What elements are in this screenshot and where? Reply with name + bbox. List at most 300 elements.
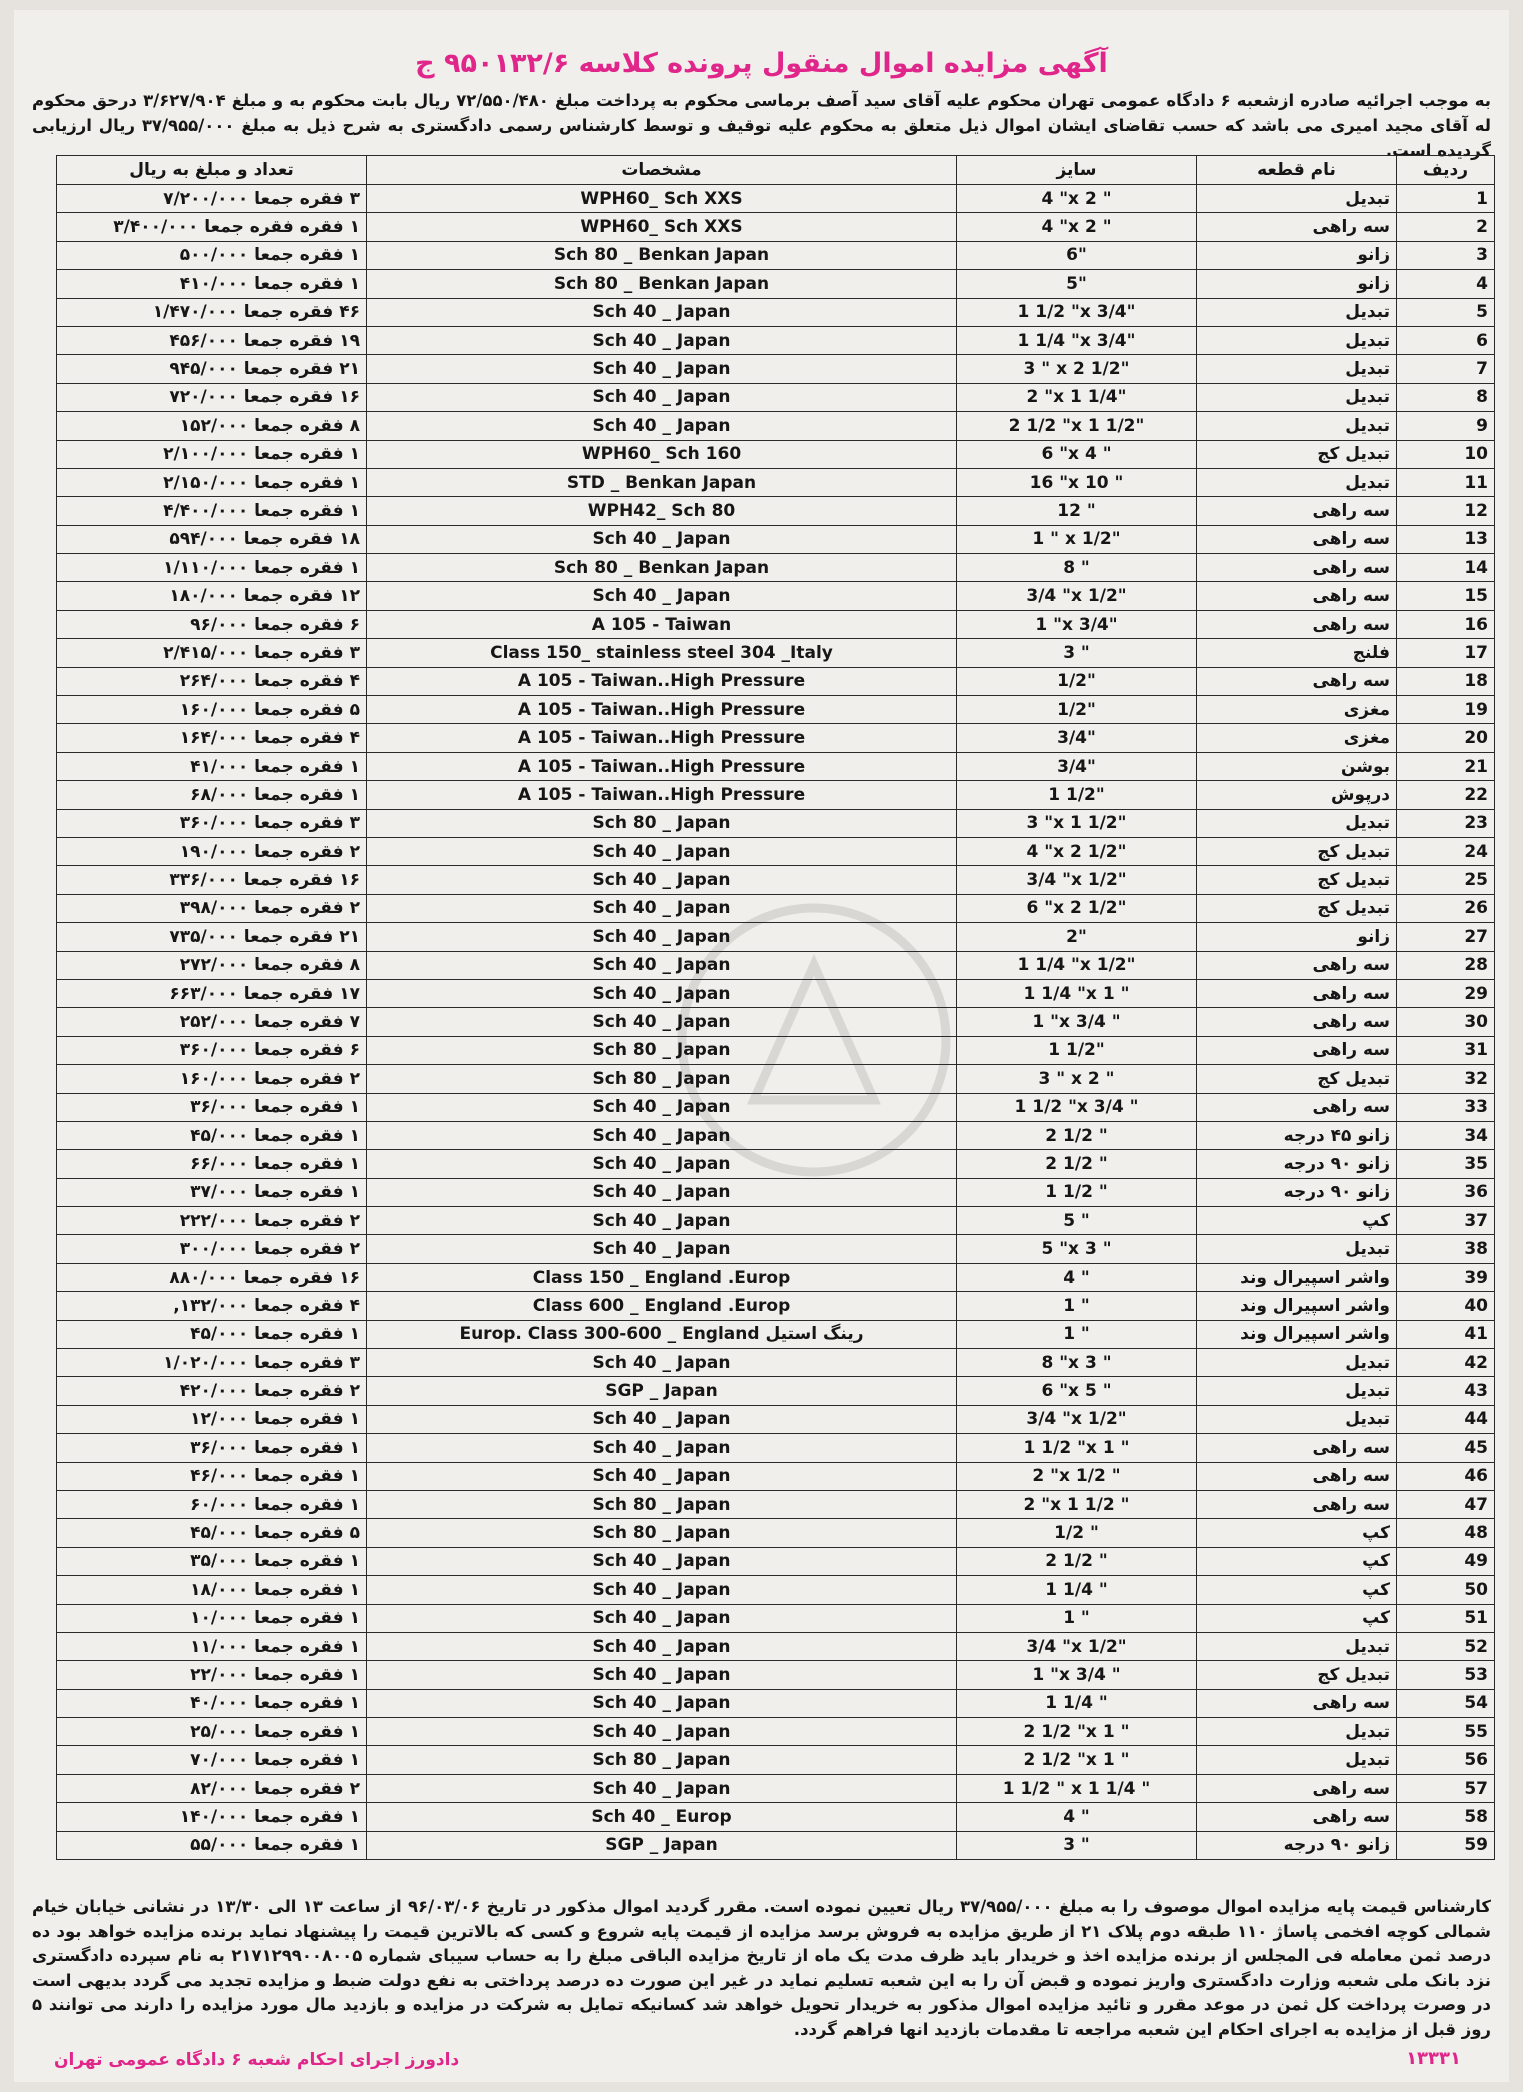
row-size: 3 "x 1 1/2" <box>957 809 1197 837</box>
row-qty-amount: ۱ فقره جمعا ۳۵/۰۰۰ <box>57 1547 367 1575</box>
table-row <box>57 1519 1495 1547</box>
row-part-name: زانو ۹۰ درجه <box>1197 1831 1397 1859</box>
row-part-name: زانو ۴۵ درجه <box>1197 1121 1397 1149</box>
notice-intro: به موجب اجرائیه صادره ازشعبه ۶ دادگاه عمومی تهران محکوم علیه آقای سید آصف برماسی محکوم به پرداخت مبلغ ۷۲/۵۵۰/۴۸۰ ریال بابت محکوم به و مبلغ ۳/۶۲۷/۹۰۴ درحق محکوم له آقای مجید امیری می باشد که حسب تقاضای ایشان اموال ذیل متعلق به محکوم علیه توقیف و توسط کارشناس رسمی دادگستری به شرح ذیل به مبلغ ۳۷/۹۵۵/۰۰۰ ریال ارزیابی گردیده است. <box>32 91 1491 160</box>
row-qty-amount: ۱ فقره جمعا ۲۲/۰۰۰ <box>57 1661 367 1689</box>
row-spec: Sch 40 _ Japan <box>367 979 957 1007</box>
row-index: 37 <box>1397 1207 1495 1235</box>
table-row <box>57 667 1495 695</box>
row-spec: A 105 - Taiwan..High Pressure <box>367 724 957 752</box>
row-qty-amount: ۱۶ فقره جمعا ۷۲۰/۰۰۰ <box>57 383 367 411</box>
row-part-name: تبدیل <box>1197 326 1397 354</box>
row-qty-amount: ۱ فقره جمعا ۴۵/۰۰۰ <box>57 1121 367 1149</box>
row-spec: STD _ Benkan Japan <box>367 468 957 496</box>
row-part-name: کپ <box>1197 1604 1397 1632</box>
row-qty-amount: ۱ فقره جمعا ۱۱/۰۰۰ <box>57 1632 367 1660</box>
row-size: 2 1/2 " <box>957 1121 1197 1149</box>
row-qty-amount: ۵ فقره جمعا ۴۵/۰۰۰ <box>57 1519 367 1547</box>
row-spec: Sch 40 _ Japan <box>367 894 957 922</box>
row-qty-amount: ۳ فقره جمعا ۱/۰۲۰/۰۰۰ <box>57 1349 367 1377</box>
row-size: 1 1/2 "x 1 " <box>957 1434 1197 1462</box>
row-index: 10 <box>1397 440 1495 468</box>
row-qty-amount: ۱۲ فقره جمعا ۱۸۰/۰۰۰ <box>57 582 367 610</box>
row-qty-amount: ۲ فقره جمعا ۲۲۲/۰۰۰ <box>57 1207 367 1235</box>
row-spec: Sch 40 _ Japan <box>367 1178 957 1206</box>
table-row <box>57 1718 1495 1746</box>
row-size: 4 "x 2 1/2" <box>957 837 1197 865</box>
row-spec: Sch 40 _ Europ <box>367 1803 957 1831</box>
table-row <box>57 752 1495 780</box>
row-part-name: سه راهی <box>1197 1008 1397 1036</box>
row-part-name: سه راهی <box>1197 497 1397 525</box>
table-row <box>57 1235 1495 1263</box>
table-row <box>57 1178 1495 1206</box>
row-part-name: سه راهی <box>1197 525 1397 553</box>
row-size: 6 "x 2 1/2" <box>957 894 1197 922</box>
row-spec: Europ. Class 300-600 _ England رینگ استیل <box>367 1320 957 1348</box>
row-part-name: تبدیل <box>1197 1405 1397 1433</box>
row-qty-amount: ۲ فقره جمعا ۱۹۰/۰۰۰ <box>57 837 367 865</box>
row-index: 56 <box>1397 1746 1495 1774</box>
row-size: 3 " x 2 " <box>957 1065 1197 1093</box>
row-size: 1 "x 3/4" <box>957 610 1197 638</box>
row-index: 1 <box>1397 185 1495 213</box>
row-index: 15 <box>1397 582 1495 610</box>
row-part-name: سه راهی <box>1197 1434 1397 1462</box>
table-row <box>57 639 1495 667</box>
row-size: 2" <box>957 923 1197 951</box>
row-spec: Sch 80 _ Benkan Japan <box>367 554 957 582</box>
table-row <box>57 440 1495 468</box>
row-size: 3 " <box>957 1831 1197 1859</box>
row-part-name: تبدیل <box>1197 468 1397 496</box>
table-row <box>57 213 1495 241</box>
row-index: 51 <box>1397 1604 1495 1632</box>
row-spec: Sch 40 _ Japan <box>367 1235 957 1263</box>
row-size: 4 " <box>957 1803 1197 1831</box>
table-row <box>57 1093 1495 1121</box>
row-part-name: تبدیل <box>1197 412 1397 440</box>
table-row <box>57 1661 1495 1689</box>
row-spec: Sch 40 _ Japan <box>367 1462 957 1490</box>
row-spec: Sch 40 _ Japan <box>367 1718 957 1746</box>
row-index: 38 <box>1397 1235 1495 1263</box>
table-header-row <box>57 156 1495 185</box>
row-index: 24 <box>1397 837 1495 865</box>
table-row <box>57 1065 1495 1093</box>
row-size: 6" <box>957 241 1197 269</box>
row-qty-amount: ۳ فقره جمعا ۳۶۰/۰۰۰ <box>57 809 367 837</box>
row-qty-amount: ۷ فقره جمعا ۲۵۲/۰۰۰ <box>57 1008 367 1036</box>
row-size: 6 "x 5 " <box>957 1377 1197 1405</box>
row-spec: Sch 40 _ Japan <box>367 355 957 383</box>
row-part-name: تبدیل <box>1197 1235 1397 1263</box>
row-size: 3/4 "x 1/2" <box>957 1405 1197 1433</box>
row-index: 30 <box>1397 1008 1495 1036</box>
row-part-name: سه راهی <box>1197 1036 1397 1064</box>
row-spec: A 105 - Taiwan..High Pressure <box>367 667 957 695</box>
row-qty-amount: ۱ فقره جمعا ۴۱/۰۰۰ <box>57 752 367 780</box>
row-part-name: سه راهی <box>1197 1490 1397 1518</box>
row-index: 4 <box>1397 270 1495 298</box>
row-size: 1 1/4 "x 3/4" <box>957 326 1197 354</box>
notice-page <box>14 10 1509 2082</box>
row-size: 1 1/4 " <box>957 1689 1197 1717</box>
row-index: 59 <box>1397 1831 1495 1859</box>
table-row <box>57 554 1495 582</box>
notice-title: آگهی مزایده اموال منقول پرونده کلاسه ۹۵۰۱۳۲/۶ ج <box>415 48 1108 79</box>
row-index: 43 <box>1397 1377 1495 1405</box>
table-row <box>57 1320 1495 1348</box>
row-index: 26 <box>1397 894 1495 922</box>
table-row <box>57 1263 1495 1291</box>
row-size: 1/2" <box>957 696 1197 724</box>
row-index: 3 <box>1397 241 1495 269</box>
row-qty-amount: ۸ فقره جمعا ۱۵۲/۰۰۰ <box>57 412 367 440</box>
row-qty-amount: ۶ فقره جمعا ۳۶۰/۰۰۰ <box>57 1036 367 1064</box>
table-row <box>57 383 1495 411</box>
row-spec: Sch 80 _ Japan <box>367 809 957 837</box>
table-row <box>57 1377 1495 1405</box>
row-size: 4 "x 2 " <box>957 213 1197 241</box>
row-index: 55 <box>1397 1718 1495 1746</box>
row-part-name: سه راهی <box>1197 554 1397 582</box>
row-part-name: کپ <box>1197 1519 1397 1547</box>
row-size: 5 " <box>957 1207 1197 1235</box>
row-spec: Sch 40 _ Japan <box>367 582 957 610</box>
row-qty-amount: ۲۱ فقره جمعا ۹۴۵/۰۰۰ <box>57 355 367 383</box>
table-row <box>57 1349 1495 1377</box>
row-part-name: تبدیل <box>1197 298 1397 326</box>
row-spec: WPH60_ Sch XXS <box>367 213 957 241</box>
row-part-name: تبدیل <box>1197 1632 1397 1660</box>
row-spec: Sch 40 _ Japan <box>367 326 957 354</box>
row-qty-amount: ۱ فقره جمعا ۳۷/۰۰۰ <box>57 1178 367 1206</box>
table-row <box>57 241 1495 269</box>
row-part-name: کپ <box>1197 1576 1397 1604</box>
table-row <box>57 1632 1495 1660</box>
row-index: 35 <box>1397 1150 1495 1178</box>
row-spec: Sch 80 _ Benkan Japan <box>367 241 957 269</box>
row-size: 1 1/4 " <box>957 1576 1197 1604</box>
row-qty-amount: ۱ فقره جمعا ۴۶/۰۰۰ <box>57 1462 367 1490</box>
row-qty-amount: ۱ فقره جمعا ۲/۱۰۰/۰۰۰ <box>57 440 367 468</box>
row-spec: Class 150 _ England .Europ <box>367 1263 957 1291</box>
row-size: 6 "x 4 " <box>957 440 1197 468</box>
row-index: 48 <box>1397 1519 1495 1547</box>
row-size: 2 1/2 "x 1 1/2" <box>957 412 1197 440</box>
table-body <box>57 185 1495 1860</box>
header-qty: تعداد و مبلغ به ریال <box>57 156 367 185</box>
row-qty-amount: ۱۸ فقره جمعا ۵۹۴/۰۰۰ <box>57 525 367 553</box>
row-size: 2 1/2 " <box>957 1547 1197 1575</box>
row-index: 44 <box>1397 1405 1495 1433</box>
row-spec: Sch 40 _ Japan <box>367 1547 957 1575</box>
row-index: 19 <box>1397 696 1495 724</box>
items-table <box>56 155 1495 1860</box>
row-part-name: فلنج <box>1197 639 1397 667</box>
row-index: 27 <box>1397 923 1495 951</box>
row-index: 33 <box>1397 1093 1495 1121</box>
row-spec: Sch 40 _ Japan <box>367 1008 957 1036</box>
row-index: 16 <box>1397 610 1495 638</box>
row-size: 5 "x 3 " <box>957 1235 1197 1263</box>
row-spec: Sch 40 _ Japan <box>367 383 957 411</box>
row-part-name: تبدیل کج <box>1197 1065 1397 1093</box>
row-part-name: تبدیل <box>1197 383 1397 411</box>
table-row <box>57 923 1495 951</box>
row-spec: A 105 - Taiwan..High Pressure <box>367 752 957 780</box>
table-row <box>57 270 1495 298</box>
row-part-name: تبدیل <box>1197 355 1397 383</box>
row-size: 2 "x 1/2 " <box>957 1462 1197 1490</box>
row-spec: Class 600 _ England .Europ <box>367 1292 957 1320</box>
row-spec: WPH42_ Sch 80 <box>367 497 957 525</box>
table-row <box>57 298 1495 326</box>
row-size: 1 1/2 "x 3/4 " <box>957 1093 1197 1121</box>
row-part-name: تبدیل <box>1197 1718 1397 1746</box>
row-part-name: مغزی <box>1197 696 1397 724</box>
table-row <box>57 979 1495 1007</box>
row-size: 1 "x 3/4 " <box>957 1661 1197 1689</box>
row-part-name: زانو ۹۰ درجه <box>1197 1150 1397 1178</box>
table-row <box>57 809 1495 837</box>
row-index: 17 <box>1397 639 1495 667</box>
row-size: 1/2" <box>957 667 1197 695</box>
row-size: 1 1/2 " x 1 1/4 " <box>957 1774 1197 1802</box>
row-qty-amount: ۱ فقره جمعا ۵۵/۰۰۰ <box>57 1831 367 1859</box>
table-row <box>57 412 1495 440</box>
row-spec: A 105 - Taiwan..High Pressure <box>367 781 957 809</box>
row-spec: Sch 40 _ Japan <box>367 1434 957 1462</box>
row-size: 1 1/2 "x 3/4" <box>957 298 1197 326</box>
row-size: 4 "x 2 " <box>957 185 1197 213</box>
row-qty-amount: ۱ فقره فقره جمعا ۳/۴۰۰/۰۰۰ <box>57 213 367 241</box>
notice-footer: کارشناس قیمت پایه مزایده اموال موصوف را به مبلغ ۳۷/۹۵۵/۰۰۰ ریال تعیین نموده است. مقرر گردید اموال مذکور در تاریخ ۹۶/۰۳/۰۶ از ساعت ۱۳ الی ۱۳/۳۰ در نشانی خیابان خیام شمالی کوچه افخمی پاساژ ۱۱۰ طبقه دوم پلاک ۲۱ از طریق مزایده به فروش برسد مزایده از قیمت پایه شروع و کسی که بالاترین قیمت را پیشنهاد نماید برنده مزایده خواهد بود ده درصد ثمن معامله فی المجلس از برنده مزایده اخذ و خریدار باید ظرف مدت یک ماه از تاریخ مزایده الباقی مبلغ را به حساب سیبای شماره ۲۱۷۱۲۹۹۰۰۸۰۰۵ به نام سپرده دادگستری نزد بانک ملی شعبه وزارت دادگستری واریز نموده و قبض آن را به این شعبه تسلیم نماید در غیر این صورت ده درصد پرداختی به نفع دولت ضبط و مزایده تجدید می گردد بدیهی است در وصرت پرداخت کل ثمن در موعد مقرر و تائید مزایده اموال مذکور به خریدار تحویل خواهد شد کسانیکه تمایل به شرکت در مزایده و بازدید مال مورد مزایده را دارند می توانند ۵ روز قبل از مزایده به اجرای احکام این شعبه مراجعه تا مقدمات بازدید انها فراهم گردد. <box>32 1897 1491 2039</box>
row-spec: Sch 80 _ Japan <box>367 1746 957 1774</box>
row-part-name: سه راهی <box>1197 951 1397 979</box>
row-spec: Sch 40 _ Japan <box>367 1689 957 1717</box>
row-spec: Sch 40 _ Japan <box>367 1632 957 1660</box>
row-index: 39 <box>1397 1263 1495 1291</box>
row-spec: A 105 - Taiwan..High Pressure <box>367 696 957 724</box>
row-spec: Sch 40 _ Japan <box>367 837 957 865</box>
row-size: 1 1/2 " <box>957 1178 1197 1206</box>
row-spec: WPH60_ Sch 160 <box>367 440 957 468</box>
row-size: 1 " <box>957 1604 1197 1632</box>
row-part-name: سه راهی <box>1197 1462 1397 1490</box>
row-spec: Sch 40 _ Japan <box>367 1604 957 1632</box>
row-part-name: سه راهی <box>1197 610 1397 638</box>
row-size: 2 1/2 "x 1 " <box>957 1746 1197 1774</box>
row-spec: Sch 40 _ Japan <box>367 866 957 894</box>
row-size: 16 "x 10 " <box>957 468 1197 496</box>
row-index: 13 <box>1397 525 1495 553</box>
row-part-name: واشر اسپیرال وند <box>1197 1263 1397 1291</box>
row-spec: Sch 80 _ Benkan Japan <box>367 270 957 298</box>
row-part-name: تبدیل کج <box>1197 894 1397 922</box>
row-part-name: بوشن <box>1197 752 1397 780</box>
row-index: 25 <box>1397 866 1495 894</box>
row-qty-amount: ۲ فقره جمعا ۴۲۰/۰۰۰ <box>57 1377 367 1405</box>
row-size: 3/4 "x 1/2" <box>957 1632 1197 1660</box>
table-row <box>57 610 1495 638</box>
row-part-name: زانو <box>1197 270 1397 298</box>
table-row <box>57 724 1495 752</box>
row-qty-amount: ۱ فقره جمعا ۴۵/۰۰۰ <box>57 1320 367 1348</box>
row-part-name: زانو <box>1197 241 1397 269</box>
row-qty-amount: ۱ فقره جمعا ۱۴۰/۰۰۰ <box>57 1803 367 1831</box>
row-spec: Sch 40 _ Japan <box>367 1093 957 1121</box>
row-size: 3 " <box>957 639 1197 667</box>
row-part-name: سه راهی <box>1197 1093 1397 1121</box>
row-qty-amount: ۱ فقره جمعا ۱۰/۰۰۰ <box>57 1604 367 1632</box>
table-row <box>57 1462 1495 1490</box>
row-size: 1 " <box>957 1292 1197 1320</box>
row-size: 1 " <box>957 1320 1197 1348</box>
row-size: 1 1/4 "x 1 " <box>957 979 1197 1007</box>
notice-code: ۱۳۳۳۱ <box>1406 2048 1461 2069</box>
table-row <box>57 355 1495 383</box>
row-index: 54 <box>1397 1689 1495 1717</box>
row-spec: SGP _ Japan <box>367 1831 957 1859</box>
row-size: 1 1/2" <box>957 781 1197 809</box>
row-index: 31 <box>1397 1036 1495 1064</box>
row-spec: Sch 80 _ Japan <box>367 1065 957 1093</box>
row-qty-amount: ۱۶ فقره جمعا ۸۸۰/۰۰۰ <box>57 1263 367 1291</box>
row-qty-amount: ۲ فقره جمعا ۳۰۰/۰۰۰ <box>57 1235 367 1263</box>
row-part-name: سه راهی <box>1197 213 1397 241</box>
row-qty-amount: ۱ فقره جمعا ۷۰/۰۰۰ <box>57 1746 367 1774</box>
row-part-name: سه راهی <box>1197 667 1397 695</box>
row-qty-amount: ۱ فقره جمعا ۶۸/۰۰۰ <box>57 781 367 809</box>
table-row <box>57 1292 1495 1320</box>
row-part-name: تبدیل <box>1197 1377 1397 1405</box>
row-part-name: درپوش <box>1197 781 1397 809</box>
notice-signature: دادورز اجرای احکام شعبه ۶ دادگاه عمومی تهران <box>54 2050 460 2070</box>
row-part-name: تبدیل کج <box>1197 1661 1397 1689</box>
header-spec: مشخصات <box>367 156 957 185</box>
row-qty-amount: ۱ فقره جمعا ۶۶/۰۰۰ <box>57 1150 367 1178</box>
table-row <box>57 326 1495 354</box>
row-qty-amount: ۱ فقره جمعا ۲۵/۰۰۰ <box>57 1718 367 1746</box>
table-row <box>57 1121 1495 1149</box>
row-qty-amount: ۱ فقره جمعا ۵۰۰/۰۰۰ <box>57 241 367 269</box>
table-row <box>57 185 1495 213</box>
row-index: 7 <box>1397 355 1495 383</box>
row-index: 41 <box>1397 1320 1495 1348</box>
row-size: 4 " <box>957 1263 1197 1291</box>
row-index: 47 <box>1397 1490 1495 1518</box>
table-row <box>57 837 1495 865</box>
row-qty-amount: ۱ فقره جمعا ۶۰/۰۰۰ <box>57 1490 367 1518</box>
row-size: 3/4" <box>957 724 1197 752</box>
row-spec: Sch 40 _ Japan <box>367 1349 957 1377</box>
row-qty-amount: ۱ فقره جمعا ۱۸/۰۰۰ <box>57 1576 367 1604</box>
row-part-name: تبدیل <box>1197 1746 1397 1774</box>
row-index: 11 <box>1397 468 1495 496</box>
table-row <box>57 497 1495 525</box>
row-spec: Sch 80 _ Japan <box>367 1036 957 1064</box>
row-spec: Sch 40 _ Japan <box>367 1774 957 1802</box>
table-row <box>57 1604 1495 1632</box>
table-row <box>57 1746 1495 1774</box>
table-row <box>57 696 1495 724</box>
row-part-name: سه راهی <box>1197 1774 1397 1802</box>
row-index: 6 <box>1397 326 1495 354</box>
row-size: 1 1/4 "x 1/2" <box>957 951 1197 979</box>
row-spec: Class 150_ stainless steel 304 _Italy <box>367 639 957 667</box>
row-size: 1 " x 1/2" <box>957 525 1197 553</box>
row-size: 3/4 "x 1/2" <box>957 582 1197 610</box>
row-part-name: تبدیل <box>1197 809 1397 837</box>
row-size: 1 "x 3/4 " <box>957 1008 1197 1036</box>
row-index: 36 <box>1397 1178 1495 1206</box>
row-qty-amount: ۱۷ فقره جمعا ۶۶۳/۰۰۰ <box>57 979 367 1007</box>
table-row <box>57 1576 1495 1604</box>
row-index: 23 <box>1397 809 1495 837</box>
row-index: 53 <box>1397 1661 1495 1689</box>
row-qty-amount: ۴ فقره جمعا ۲۶۴/۰۰۰ <box>57 667 367 695</box>
row-size: 1 1/2" <box>957 1036 1197 1064</box>
row-index: 29 <box>1397 979 1495 1007</box>
table-row <box>57 1831 1495 1859</box>
row-qty-amount: ۱ فقره جمعا ۴۰/۰۰۰ <box>57 1689 367 1717</box>
table-row <box>57 468 1495 496</box>
row-index: 57 <box>1397 1774 1495 1802</box>
row-part-name: کپ <box>1197 1547 1397 1575</box>
row-spec: A 105 - Taiwan <box>367 610 957 638</box>
row-part-name: سه راهی <box>1197 979 1397 1007</box>
row-index: 12 <box>1397 497 1495 525</box>
row-qty-amount: ۱ فقره جمعا ۱/۱۱۰/۰۰۰ <box>57 554 367 582</box>
table-row <box>57 1150 1495 1178</box>
row-part-name: تبدیل <box>1197 185 1397 213</box>
row-qty-amount: ۲ فقره جمعا ۳۹۸/۰۰۰ <box>57 894 367 922</box>
row-index: 45 <box>1397 1434 1495 1462</box>
row-part-name: تبدیل کج <box>1197 440 1397 468</box>
row-part-name: تبدیل کج <box>1197 837 1397 865</box>
row-size: 8 "x 3 " <box>957 1349 1197 1377</box>
row-spec: Sch 40 _ Japan <box>367 923 957 951</box>
row-index: 58 <box>1397 1803 1495 1831</box>
row-qty-amount: ۳ فقره جمعا ۲/۴۱۵/۰۰۰ <box>57 639 367 667</box>
row-size: 5" <box>957 270 1197 298</box>
row-spec: Sch 80 _ Japan <box>367 1490 957 1518</box>
table-row <box>57 1547 1495 1575</box>
row-spec: Sch 40 _ Japan <box>367 525 957 553</box>
row-index: 8 <box>1397 383 1495 411</box>
row-part-name: کپ <box>1197 1207 1397 1235</box>
row-size: 1/2 " <box>957 1519 1197 1547</box>
row-spec: Sch 40 _ Japan <box>367 1207 957 1235</box>
row-index: 40 <box>1397 1292 1495 1320</box>
row-index: 5 <box>1397 298 1495 326</box>
row-size: 2 1/2 " <box>957 1150 1197 1178</box>
row-part-name: واشر اسپیرال وند <box>1197 1292 1397 1320</box>
row-qty-amount: ۱ فقره جمعا ۳۶/۰۰۰ <box>57 1434 367 1462</box>
row-part-name: واشر اسپیرال وند <box>1197 1320 1397 1348</box>
table-row <box>57 1689 1495 1717</box>
row-qty-amount: ۱۹ فقره جمعا ۴۵۶/۰۰۰ <box>57 326 367 354</box>
row-qty-amount: ۴ فقره جمعا ۱۶۴/۰۰۰ <box>57 724 367 752</box>
row-index: 22 <box>1397 781 1495 809</box>
row-qty-amount: ۱ فقره جمعا ۳۶/۰۰۰ <box>57 1093 367 1121</box>
row-size: 2 "x 1 1/2 " <box>957 1490 1197 1518</box>
header-size: سایز <box>957 156 1197 185</box>
row-part-name: زانو ۹۰ درجه <box>1197 1178 1397 1206</box>
row-index: 49 <box>1397 1547 1495 1575</box>
